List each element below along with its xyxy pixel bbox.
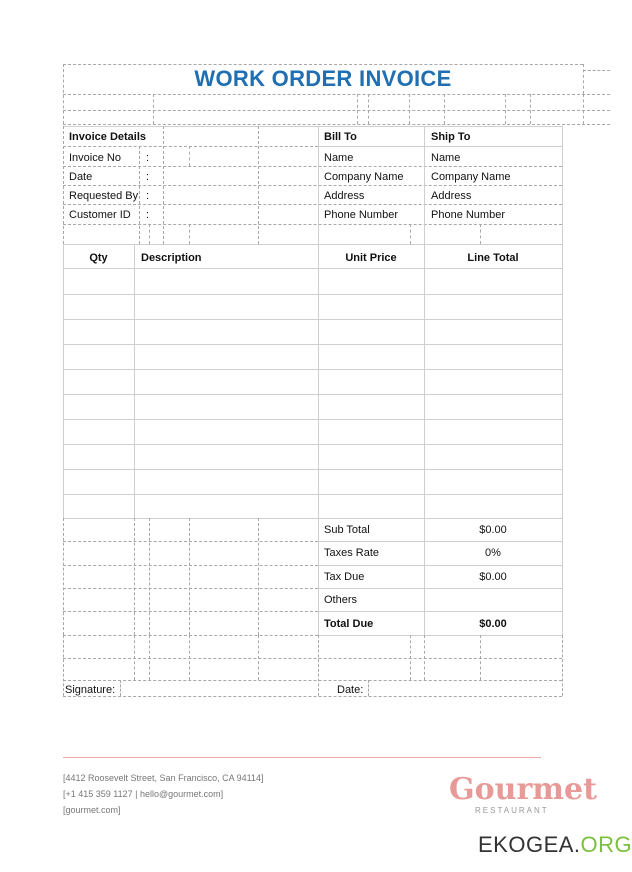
invoice-details-heading: Invoice Details <box>69 131 147 143</box>
unit-price-header: Unit Price <box>345 252 397 264</box>
requested-by-sep: : <box>146 190 150 202</box>
tax-rate-value: 0% <box>485 547 501 559</box>
gourmet-logo-sub: RESTAURANT <box>475 806 549 815</box>
invoice-no-label: Invoice No <box>69 152 121 164</box>
brand-suffix: ORG <box>580 832 632 857</box>
bill-to-phone: Phone Number <box>324 209 398 221</box>
bill-to-name: Name <box>324 152 354 164</box>
date-label: Date <box>69 171 93 183</box>
line-total-header: Line Total <box>467 252 519 264</box>
bill-to-company: Company Name <box>324 171 404 183</box>
total-due-value: $0.00 <box>479 618 507 630</box>
gourmet-logo: Gourmet <box>449 772 597 807</box>
invoice-no-sep: : <box>146 152 150 164</box>
signature-label: Signature: <box>65 684 116 696</box>
ekogea-watermark <box>478 832 632 858</box>
footer-address: [4412 Roosevelt Street, San Francisco, CA 94114] <box>63 773 264 783</box>
document-title: WORK ORDER INVOICE <box>194 66 452 91</box>
customer-id-sep: : <box>146 209 150 221</box>
requested-by-label: Requested By <box>69 190 139 202</box>
bill-to-heading: Bill To <box>324 131 357 143</box>
footer-website: [gourmet.com] <box>63 805 121 815</box>
customer-id-label: Customer ID <box>69 209 131 221</box>
tax-due-value: $0.00 <box>479 571 507 583</box>
tax-due-label: Tax Due <box>324 571 365 583</box>
brand-main: EKOGEA. <box>478 832 581 857</box>
ship-to-company: Company Name <box>431 171 511 183</box>
subtotal-value: $0.00 <box>479 524 507 536</box>
others-label: Others <box>324 594 358 606</box>
footer-contact: [+1 415 359 1127 | hello@gourmet.com] <box>63 789 224 799</box>
ship-to-name: Name <box>431 152 461 164</box>
ship-to-heading: Ship To <box>431 131 471 143</box>
date-sep: : <box>146 171 150 183</box>
tax-rate-label: Taxes Rate <box>324 547 380 559</box>
ship-to-phone: Phone Number <box>431 209 505 221</box>
bill-to-address: Address <box>324 190 365 202</box>
date-signature-label: Date: <box>337 684 364 696</box>
description-header: Description <box>141 252 202 264</box>
qty-header: Qty <box>89 252 108 264</box>
ship-to-address: Address <box>431 190 472 202</box>
total-due-label: Total Due <box>324 618 374 630</box>
subtotal-label: Sub Total <box>324 524 370 536</box>
footer-divider <box>63 757 541 758</box>
